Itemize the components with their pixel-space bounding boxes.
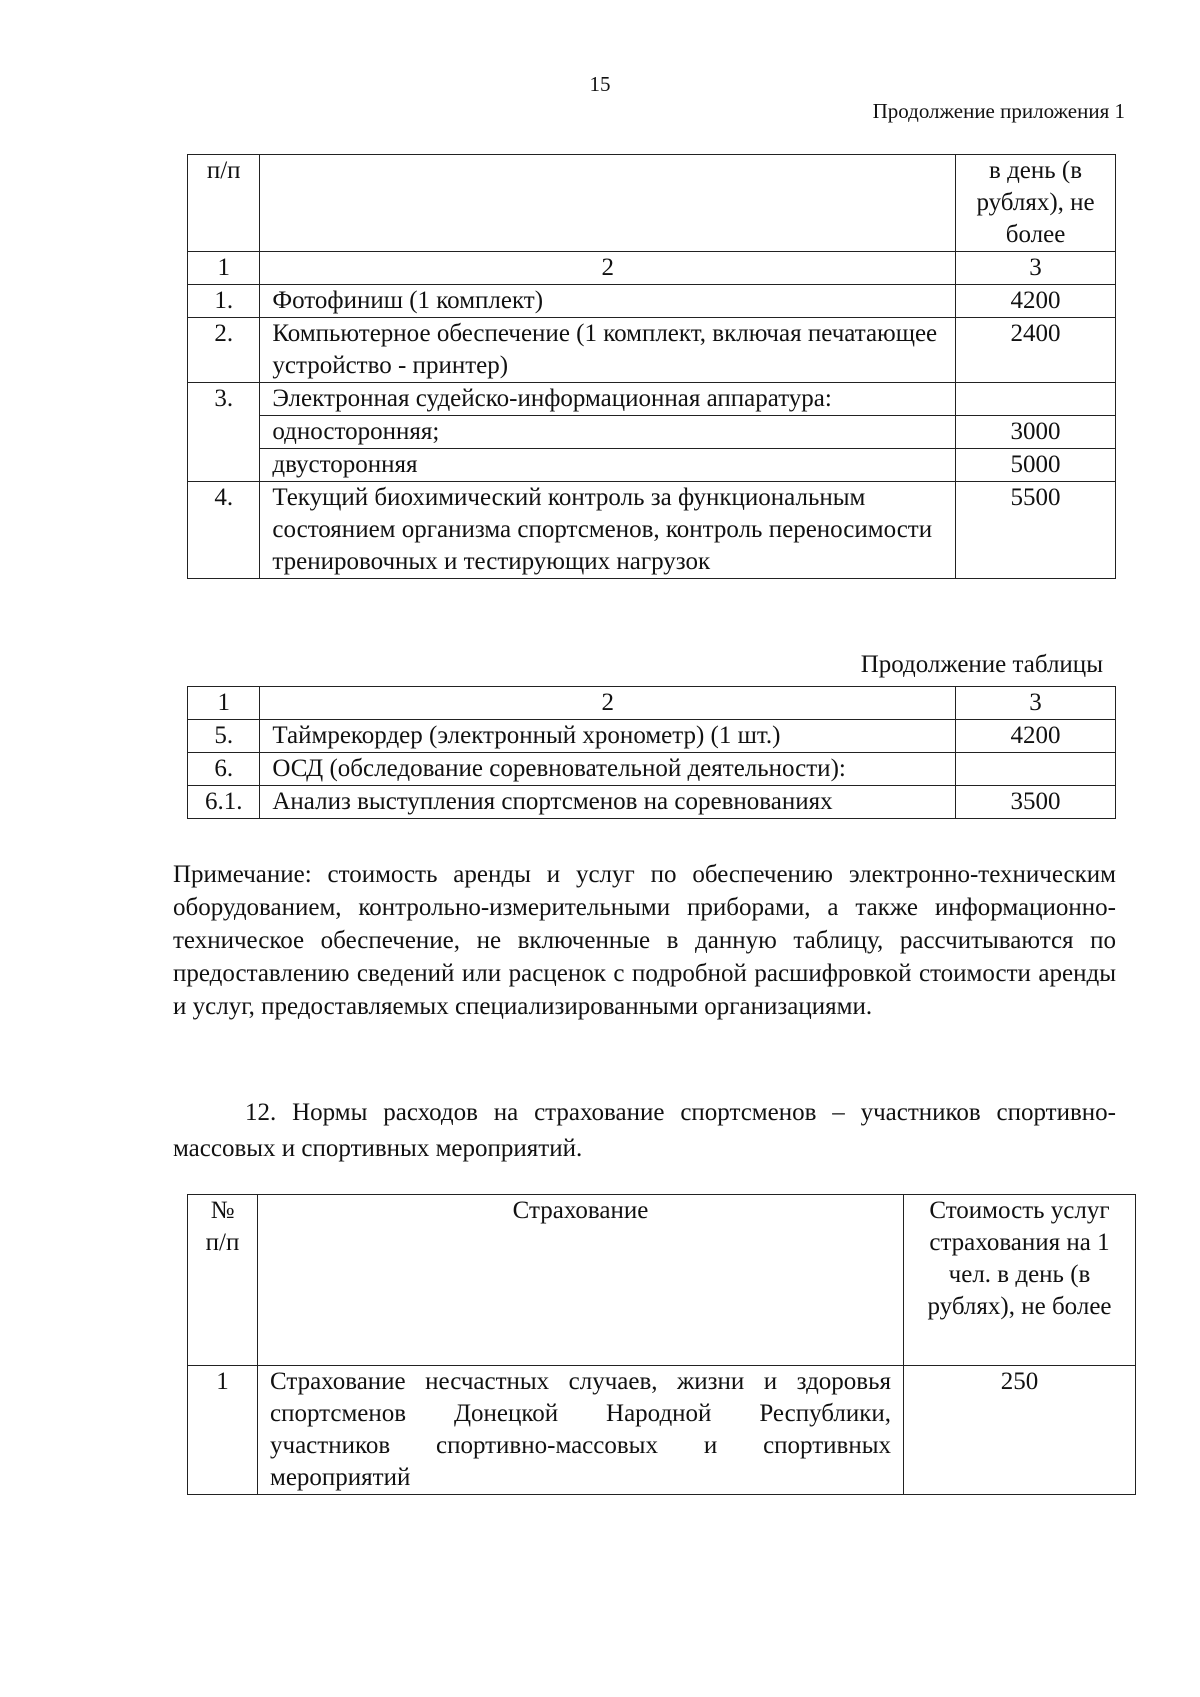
row-price: 2400 bbox=[956, 318, 1116, 383]
column-number: 2 bbox=[260, 687, 956, 720]
row-num: 5. bbox=[188, 720, 260, 753]
row-price: 4200 bbox=[956, 720, 1116, 753]
insurance-table bbox=[187, 1194, 1136, 1495]
row-name: Фотофиниш (1 комплект) bbox=[260, 285, 956, 318]
row-num: 3. bbox=[188, 383, 260, 482]
row-num: 1. bbox=[188, 285, 260, 318]
table-row bbox=[188, 753, 1116, 786]
row-num: 6.1. bbox=[188, 786, 260, 819]
column-number: 3 bbox=[956, 252, 1116, 285]
row-name: Компьютерное обеспечение (1 комплект, включая печатающее устройство - принтер) bbox=[260, 318, 956, 383]
column-number: 3 bbox=[956, 687, 1116, 720]
row-name: Текущий биохимический контроль за функциональным состоянием организма спортсменов, контроль переносимости тренировочных и тестирующих нагрузок bbox=[260, 482, 956, 579]
row-num: 4. bbox=[188, 482, 260, 579]
header-price: Стоимость услуг страхования на 1 чел. в день (в рублях), не более bbox=[904, 1195, 1136, 1366]
table-row bbox=[188, 786, 1116, 819]
column-number: 1 bbox=[188, 252, 260, 285]
appendix-note: Продолжение приложения 1 bbox=[872, 99, 1125, 123]
header-price: в день (в рублях), не более bbox=[956, 155, 1116, 252]
header-name: Страхование bbox=[258, 1195, 904, 1366]
row-num: 1 bbox=[188, 1366, 258, 1495]
row-name: Анализ выступления спортсменов на соревнованиях bbox=[260, 786, 956, 819]
row-num: 2. bbox=[188, 318, 260, 383]
row-price: 3000 bbox=[956, 416, 1116, 449]
row-name: односторонняя; bbox=[260, 416, 956, 449]
table-row bbox=[188, 318, 1116, 383]
continuation-label: Продолжение таблицы bbox=[860, 651, 1103, 678]
row-num: 6. bbox=[188, 753, 260, 786]
equipment-table-continuation bbox=[187, 686, 1116, 819]
table-row bbox=[188, 482, 1116, 579]
note-paragraph: Примечание: стоимость аренды и услуг по обеспечению электронно-техническим оборудованием, контрольно-измерительными приборами, а также информационно-техническое обеспечение, не включенные в данную таблицу, рассчитываются по предоставлению сведений или расценок с подробной расшифровкой стоимости аренды и услуг, предоставляемых специализированными организациями. bbox=[173, 861, 1116, 1020]
row-price: 5500 bbox=[956, 482, 1116, 579]
row-price: 4200 bbox=[956, 285, 1116, 318]
header-num: п/п bbox=[188, 155, 260, 252]
header-name bbox=[260, 155, 956, 252]
table-row bbox=[188, 1366, 1136, 1495]
equipment-table bbox=[187, 154, 1116, 579]
page-number: 15 bbox=[589, 72, 611, 96]
table-row bbox=[188, 449, 1116, 482]
row-price: 250 bbox=[904, 1366, 1136, 1495]
table-header-row bbox=[188, 1195, 1136, 1366]
column-number-row bbox=[188, 252, 1116, 285]
column-number: 1 bbox=[188, 687, 260, 720]
header-num: № п/п bbox=[188, 1195, 258, 1366]
row-name: Страхование несчастных случаев, жизни и здоровья спортсменов Донецкой Народной Республики, участников спортивно-массовых и спортивных мероприятий bbox=[258, 1366, 904, 1495]
table-row bbox=[188, 383, 1116, 416]
row-price: 3500 bbox=[956, 786, 1116, 819]
table-row bbox=[188, 720, 1116, 753]
row-name: двусторонняя bbox=[260, 449, 956, 482]
row-name: ОСД (обследование соревновательной деятельности): bbox=[260, 753, 956, 786]
row-price bbox=[956, 383, 1116, 416]
row-name: Электронная судейско-информационная аппаратура: bbox=[260, 383, 956, 416]
column-number-row bbox=[188, 687, 1116, 720]
row-price bbox=[956, 753, 1116, 786]
table-header-row bbox=[188, 155, 1116, 252]
table-row bbox=[188, 285, 1116, 318]
table-row bbox=[188, 416, 1116, 449]
column-number: 2 bbox=[260, 252, 956, 285]
section-12-heading: 12. Нормы расходов на страхование спортсменов – участников спортивно-массовых и спортивных мероприятий. bbox=[173, 1099, 1116, 1162]
row-name: Таймрекордер (электронный хронометр) (1 шт.) bbox=[260, 720, 956, 753]
row-price: 5000 bbox=[956, 449, 1116, 482]
